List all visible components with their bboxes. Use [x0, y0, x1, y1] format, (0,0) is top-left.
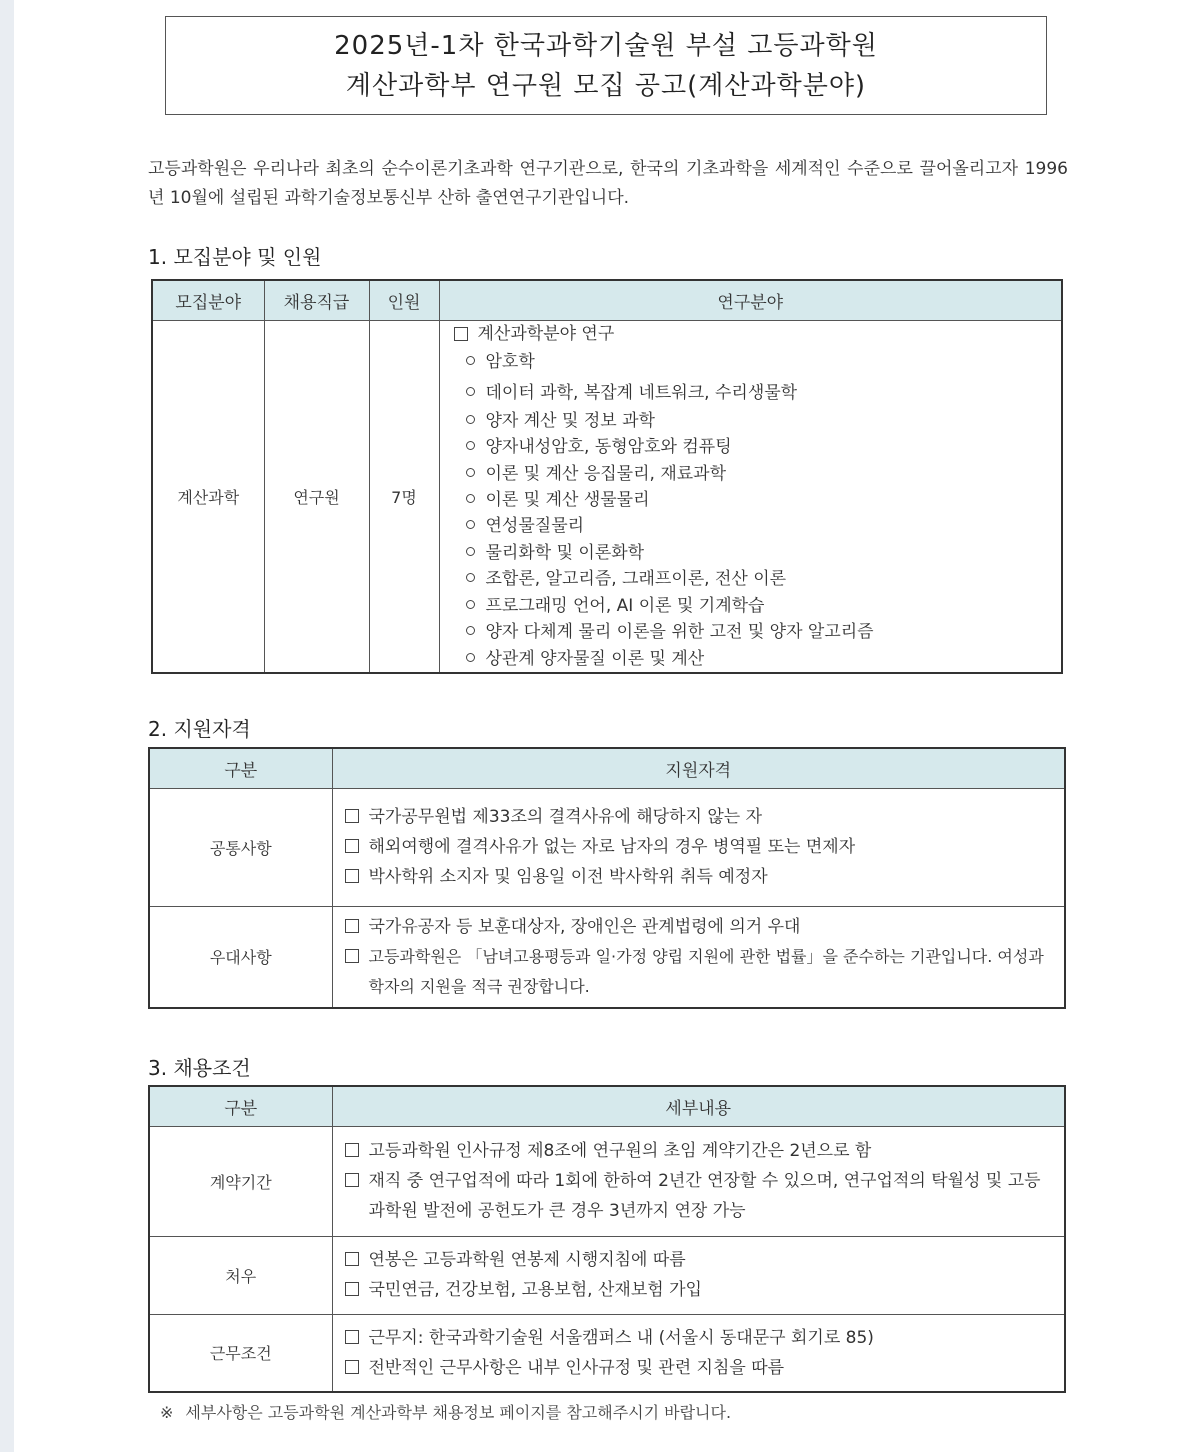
item-text: 박사학위 소지자 및 임용일 이전 박사학위 취득 예정자 [368, 867, 768, 887]
checkbox-square-icon [345, 869, 359, 883]
list-item [343, 1323, 1055, 1353]
sub-item-text: 이론 및 계산 생물물리 [485, 489, 650, 510]
row-label-preference: 우대사항 [149, 906, 332, 1008]
sub-item-text: 암호학 [485, 351, 535, 372]
footnote [160, 1400, 731, 1423]
table-row [149, 1314, 1065, 1392]
list-item [452, 347, 1052, 378]
circle-bullet-icon [466, 356, 475, 365]
sub-item-text: 물리화학 및 이론화학 [485, 542, 645, 563]
field-cell: 계산과학 [152, 320, 264, 673]
header-qualification: 지원자격 [332, 748, 1065, 788]
recruitment-table [151, 279, 1063, 674]
item-text: 전반적인 근무사항은 내부 인사규정 및 관련 지침을 따름 [368, 1357, 785, 1378]
list-item [452, 646, 1052, 672]
checkbox-square-icon [345, 1143, 359, 1157]
circle-bullet-icon [466, 547, 475, 556]
table-row [149, 1236, 1065, 1314]
circle-bullet-icon [466, 415, 475, 424]
table-row [149, 906, 1065, 1008]
circle-bullet-icon [466, 494, 475, 503]
list-item [452, 408, 1052, 434]
sub-item-text: 연성물질물리 [485, 515, 585, 536]
sub-item-text: 양자 다체계 물리 이론을 위한 고전 및 양자 알고리즘 [485, 621, 874, 642]
list-item [452, 461, 1052, 487]
list-item [452, 540, 1052, 566]
row-content-preference [332, 906, 1065, 1008]
qualification-table-header [149, 748, 1065, 788]
header-field: 모집분야 [152, 280, 264, 320]
item-text: 고등과학원 인사규정 제8조에 연구원의 초임 계약기간은 2년으로 함 [368, 1141, 872, 1161]
circle-bullet-icon [466, 600, 475, 609]
item-text: 고등과학원은 「남녀고용평등과 일·가정 양립 지원에 관한 법률」을 준수하는 기관입니다. 여성과학자의 지원을 적극 권장합니다. [368, 946, 1044, 996]
title-line-2: 계산과학부 연구원 모집 공고(계산과학분야) [345, 70, 867, 101]
item-text: 국가공무원법 제33조의 결격사유에 해당하지 않는 자 [368, 807, 763, 827]
count-cell: 7명 [369, 320, 439, 673]
circle-bullet-icon [466, 441, 475, 450]
checkbox-square-icon [345, 839, 359, 853]
section-2-title: 2. 지원자격 [148, 717, 251, 741]
list-item [452, 593, 1052, 619]
checkbox-square-icon [454, 327, 468, 341]
intro-paragraph: 고등과학원은 우리나라 최초의 순수이론기초과학 연구기관으로, 한국의 기초과학을 세계적인 수준으로 끌어올리고자 1996년 10월에 설립된 과학기술정보통신부 산하 출연연구기관입니다. [148, 159, 1068, 208]
checkbox-square-icon [345, 1282, 359, 1296]
header-rank: 채용직급 [264, 280, 369, 320]
sub-item-text: 프로그래밍 언어, AI 이론 및 기계학습 [485, 595, 765, 616]
list-item [452, 434, 1052, 461]
table-row [149, 1126, 1065, 1236]
circle-bullet-icon [466, 468, 475, 477]
list-item [343, 1353, 1055, 1383]
item-text: 해외여행에 결격사유가 없는 자로 남자의 경우 병역필 또는 면제자 [368, 837, 856, 857]
header-research-area: 연구분야 [439, 280, 1062, 320]
item-text: 재직 중 연구업적에 따라 1회에 한하여 2년간 연장할 수 있으며, 연구업적의 탁월성 및 고등과학원 발전에 공헌도가 큰 경우 3년까지 연장 가능 [368, 1171, 1041, 1221]
employment-conditions-table [148, 1085, 1066, 1393]
circle-bullet-icon [466, 520, 475, 529]
checkbox-square-icon [345, 949, 359, 963]
checkbox-square-icon [345, 919, 359, 933]
header-category: 구분 [149, 1086, 332, 1126]
sub-item-text: 조합론, 알고리즘, 그래프이론, 전산 이론 [485, 568, 787, 589]
list-item [452, 566, 1052, 593]
footnote-text: 세부사항은 고등과학원 계산과학부 채용정보 페이지를 참고해주시기 바랍니다. [185, 1403, 732, 1422]
row-label-contract: 계약기간 [149, 1126, 332, 1236]
reference-mark-icon: ※ [160, 1403, 174, 1422]
list-item [343, 832, 1055, 862]
title-box [165, 16, 1047, 115]
item-text: 연봉은 고등과학원 연봉제 시행지침에 따름 [368, 1250, 686, 1270]
row-label-common: 공통사항 [149, 788, 332, 906]
circle-bullet-icon [466, 573, 475, 582]
list-item [452, 487, 1052, 513]
row-content-contract [332, 1126, 1065, 1236]
sub-item-text: 양자 계산 및 정보 과학 [485, 410, 655, 431]
list-item [343, 942, 1055, 1002]
employment-table-header [149, 1086, 1065, 1126]
list-item [452, 513, 1052, 540]
list-item [343, 1166, 1055, 1226]
qualification-table [148, 747, 1066, 1009]
checkbox-square-icon [345, 1330, 359, 1344]
list-item [452, 321, 1052, 347]
header-details: 세부내용 [332, 1086, 1065, 1126]
recruitment-table-header [152, 280, 1062, 320]
item-text: 국민연금, 건강보험, 고용보험, 산재보험 가입 [368, 1280, 702, 1300]
title-line-1: 2025년-1차 한국과학기술원 부설 고등과학원 [334, 30, 878, 61]
row-content-common [332, 788, 1065, 906]
rank-cell: 연구원 [264, 320, 369, 673]
main-item-text: 계산과학분야 연구 [477, 323, 615, 344]
row-content-treatment [332, 1236, 1065, 1314]
checkbox-square-icon [345, 809, 359, 823]
item-text: 근무지: 한국과학기술원 서울캠퍼스 내 (서울시 동대문구 회기로 85) [368, 1327, 874, 1348]
row-label-work-conditions: 근무조건 [149, 1314, 332, 1392]
checkbox-square-icon [345, 1360, 359, 1374]
row-label-treatment: 처우 [149, 1236, 332, 1314]
row-content-work-conditions [332, 1314, 1065, 1392]
list-item [343, 1245, 1055, 1275]
sub-item-text: 양자내성암호, 동형암호와 컴퓨팅 [485, 436, 732, 457]
list-item [343, 912, 1055, 942]
list-item [343, 1136, 1055, 1166]
recruitment-row [152, 320, 1062, 673]
header-count: 인원 [369, 280, 439, 320]
list-item [452, 378, 1052, 408]
section-1-title: 1. 모집분야 및 인원 [148, 245, 322, 269]
list-item [343, 802, 1055, 832]
page-left-edge [0, 0, 14, 1452]
header-category: 구분 [149, 748, 332, 788]
circle-bullet-icon [466, 626, 475, 635]
checkbox-square-icon [345, 1173, 359, 1187]
section-3-title: 3. 채용조건 [148, 1056, 251, 1080]
list-item [452, 619, 1052, 646]
checkbox-square-icon [345, 1252, 359, 1266]
item-text: 국가유공자 등 보훈대상자, 장애인은 관계법령에 의거 우대 [368, 916, 801, 937]
sub-item-text: 상관계 양자물질 이론 및 계산 [485, 648, 705, 669]
sub-item-text: 이론 및 계산 응집물리, 재료과학 [485, 463, 727, 484]
circle-bullet-icon [466, 653, 475, 662]
table-row [149, 788, 1065, 906]
list-item [343, 1275, 1055, 1305]
circle-bullet-icon [466, 387, 475, 396]
list-item [343, 862, 1055, 892]
research-area-cell [439, 320, 1062, 673]
sub-item-text: 데이터 과학, 복잡계 네트워크, 수리생물학 [485, 382, 798, 403]
